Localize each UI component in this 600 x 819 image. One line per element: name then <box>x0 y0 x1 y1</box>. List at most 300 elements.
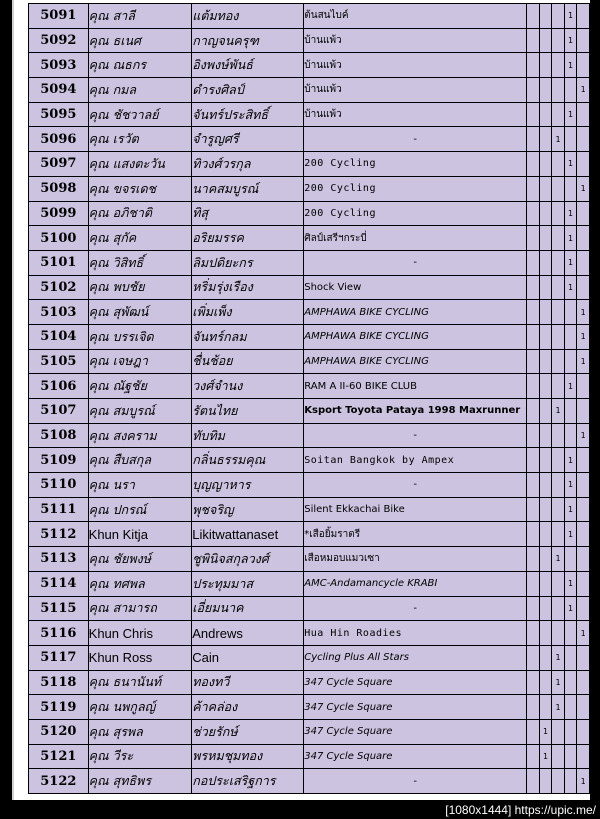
category-flag-cell <box>564 744 577 769</box>
category-flag-cell: 1 <box>539 719 552 744</box>
table-row <box>29 374 590 399</box>
category-flag-cell <box>552 53 565 78</box>
category-flag-cell <box>577 670 590 695</box>
last-name: พุชจริญ <box>192 497 304 522</box>
participant-number: 5114 <box>29 571 89 596</box>
category-flag-cell <box>539 497 552 522</box>
category-flag-cell <box>577 275 590 300</box>
last-name: Likitwattanaset <box>192 522 304 547</box>
category-flag-cell <box>552 349 565 374</box>
participant-number: 5113 <box>29 547 89 572</box>
club-name: Ksport Toyota Pataya 1998 Maxrunner <box>304 399 527 424</box>
table-row <box>29 324 590 349</box>
first-name: คุณ วิสิทธิ์ <box>88 250 192 275</box>
table-row <box>29 695 590 720</box>
last-name: พรหมชุมทอง <box>192 744 304 769</box>
last-name: อิงพงษ์พันธ์ <box>192 53 304 78</box>
club-name: ศิลป์เสรีฯกระบี่ <box>304 226 527 251</box>
category-flag-cell <box>552 102 565 127</box>
category-flag-cell <box>577 547 590 572</box>
category-flag-cell <box>564 719 577 744</box>
blank-cell <box>527 522 540 547</box>
last-name: ช่วยรักษ์ <box>192 719 304 744</box>
table-row <box>29 522 590 547</box>
first-name: คุณ นพกูลญ์ <box>88 695 192 720</box>
category-flag-cell: 1 <box>577 769 590 794</box>
category-flag-cell: 1 <box>564 448 577 473</box>
last-name: นาคสมบูรณ์ <box>192 176 304 201</box>
table-row <box>29 670 590 695</box>
category-flag-cell <box>577 127 590 152</box>
category-flag-cell <box>552 324 565 349</box>
club-name: บ้านแพ้ว <box>304 28 527 53</box>
category-flag-cell <box>564 621 577 646</box>
category-flag-cell <box>539 621 552 646</box>
last-name: จันทร์กลม <box>192 324 304 349</box>
category-flag-cell <box>539 769 552 794</box>
table-row <box>29 53 590 78</box>
first-name: คุณ สุทธิพร <box>88 769 192 794</box>
last-name: ค้าคล่อง <box>192 695 304 720</box>
first-name: คุณ เจษฎา <box>88 349 192 374</box>
category-flag-cell <box>577 250 590 275</box>
category-flag-cell: 1 <box>564 473 577 498</box>
last-name: แต้มทอง <box>192 4 304 29</box>
first-name: คุณ ชัชวาลย์ <box>88 102 192 127</box>
last-name: จำรูญศรี <box>192 127 304 152</box>
participant-number: 5103 <box>29 300 89 325</box>
category-flag-cell <box>539 324 552 349</box>
first-name: คุณ สุพัฒน์ <box>88 300 192 325</box>
category-flag-cell <box>564 349 577 374</box>
table-row <box>29 645 590 670</box>
club-name: Shock View <box>304 275 527 300</box>
first-name: คุณ ธเนศ <box>88 28 192 53</box>
first-name: Khun Chris <box>88 621 192 646</box>
blank-cell <box>527 448 540 473</box>
blank-cell <box>527 275 540 300</box>
blank-cell <box>527 53 540 78</box>
category-flag-cell <box>577 645 590 670</box>
club-name: 347 Cycle Square <box>304 670 527 695</box>
table-row <box>29 621 590 646</box>
category-flag-cell <box>552 152 565 177</box>
table-row <box>29 226 590 251</box>
table-row <box>29 4 590 29</box>
category-flag-cell <box>539 547 552 572</box>
blank-cell <box>527 201 540 226</box>
table-row <box>29 596 590 621</box>
first-name: คุณ กมล <box>88 78 192 103</box>
participant-number: 5110 <box>29 473 89 498</box>
table-row <box>29 744 590 769</box>
first-name: คุณ สมบูรณ์ <box>88 399 192 424</box>
category-flag-cell: 1 <box>552 127 565 152</box>
category-flag-cell: 1 <box>577 176 590 201</box>
category-flag-cell <box>564 324 577 349</box>
category-flag-cell <box>577 744 590 769</box>
category-flag-cell <box>564 300 577 325</box>
category-flag-cell: 1 <box>564 374 577 399</box>
category-flag-cell <box>552 423 565 448</box>
category-flag-cell <box>539 374 552 399</box>
category-flag-cell: 1 <box>564 102 577 127</box>
participant-number: 5112 <box>29 522 89 547</box>
category-flag-cell <box>552 473 565 498</box>
category-flag-cell <box>552 250 565 275</box>
first-name: คุณ อภิชาติ <box>88 201 192 226</box>
blank-cell <box>527 78 540 103</box>
last-name: ชูพินิจสกุลวงศ์ <box>192 547 304 572</box>
image-size-and-url-caption[interactable]: [1080x1444] https://upic.me/ <box>445 803 596 817</box>
participant-number: 5120 <box>29 719 89 744</box>
participant-number: 5106 <box>29 374 89 399</box>
participant-number: 5094 <box>29 78 89 103</box>
last-name: เพิ่มเพ็ง <box>192 300 304 325</box>
first-name: Khun Ross <box>88 645 192 670</box>
participant-number: 5118 <box>29 670 89 695</box>
category-flag-cell <box>564 769 577 794</box>
blank-cell <box>527 102 540 127</box>
category-flag-cell <box>552 4 565 29</box>
category-flag-cell <box>539 127 552 152</box>
last-name: กอประเสริฐการ <box>192 769 304 794</box>
table-row <box>29 152 590 177</box>
first-name: คุณ ทศพล <box>88 571 192 596</box>
category-flag-cell <box>539 4 552 29</box>
category-flag-cell <box>564 695 577 720</box>
first-name: Khun Kitja <box>88 522 192 547</box>
blank-cell <box>527 473 540 498</box>
club-name: บ้านแพ้ว <box>304 53 527 78</box>
category-flag-cell <box>564 423 577 448</box>
category-flag-cell <box>564 176 577 201</box>
club-name: Silent Ekkachai Bike <box>304 497 527 522</box>
category-flag-cell <box>539 176 552 201</box>
table-row <box>29 250 590 275</box>
participant-number: 5116 <box>29 621 89 646</box>
last-name: ชื่นช้อย <box>192 349 304 374</box>
last-name: ดำรงศิลป์ <box>192 78 304 103</box>
club-name: - <box>304 127 527 152</box>
category-flag-cell <box>577 473 590 498</box>
category-flag-cell: 1 <box>564 226 577 251</box>
category-flag-cell <box>539 300 552 325</box>
blank-cell <box>527 399 540 424</box>
category-flag-cell: 1 <box>577 78 590 103</box>
category-flag-cell <box>539 522 552 547</box>
first-name: คุณ แสงตะวัน <box>88 152 192 177</box>
first-name: คุณ สาลี <box>88 4 192 29</box>
table-row <box>29 349 590 374</box>
category-flag-cell: 1 <box>564 250 577 275</box>
club-name: RAM A II-60 BIKE CLUB <box>304 374 527 399</box>
table-row <box>29 473 590 498</box>
participant-number: 5091 <box>29 4 89 29</box>
first-name: คุณ สุกัค <box>88 226 192 251</box>
club-name: เสือหมอบแมวเซา <box>304 547 527 572</box>
category-flag-cell <box>539 102 552 127</box>
category-flag-cell <box>564 78 577 103</box>
club-name: 347 Cycle Square <box>304 744 527 769</box>
table-row <box>29 28 590 53</box>
last-name: Cain <box>192 645 304 670</box>
category-flag-cell <box>577 695 590 720</box>
participant-number: 5111 <box>29 497 89 522</box>
category-flag-cell <box>552 374 565 399</box>
category-flag-cell: 1 <box>564 201 577 226</box>
category-flag-cell <box>564 127 577 152</box>
category-flag-cell <box>577 497 590 522</box>
category-flag-cell <box>564 645 577 670</box>
club-name: AMC-Andamancycle KRABI <box>304 571 527 596</box>
blank-cell <box>527 621 540 646</box>
club-name: AMPHAWA BIKE CYCLING <box>304 349 527 374</box>
category-flag-cell <box>577 399 590 424</box>
club-name: 200 Cycling <box>304 152 527 177</box>
category-flag-cell <box>552 769 565 794</box>
last-name: หริ่มรุ่งเรือง <box>192 275 304 300</box>
category-flag-cell: 1 <box>577 324 590 349</box>
first-name: คุณ ธนานันท์ <box>88 670 192 695</box>
blank-cell <box>527 349 540 374</box>
participant-number: 5095 <box>29 102 89 127</box>
participant-number: 5096 <box>29 127 89 152</box>
category-flag-cell: 1 <box>564 522 577 547</box>
table-row <box>29 547 590 572</box>
blank-cell <box>527 571 540 596</box>
table-row <box>29 423 590 448</box>
first-name: คุณ สุรพล <box>88 719 192 744</box>
participant-number: 5121 <box>29 744 89 769</box>
blank-cell <box>527 719 540 744</box>
last-name: จันทร์ประสิทธิ์ <box>192 102 304 127</box>
category-flag-cell: 1 <box>552 399 565 424</box>
club-name: ต้นสนไบค์ <box>304 4 527 29</box>
participant-rows <box>29 4 590 794</box>
blank-cell <box>527 423 540 448</box>
document-page <box>12 0 590 800</box>
blank-cell <box>527 497 540 522</box>
blank-cell <box>527 645 540 670</box>
last-name: บุญญาหาร <box>192 473 304 498</box>
first-name: คุณ ขจรเดช <box>88 176 192 201</box>
category-flag-cell <box>539 571 552 596</box>
blank-cell <box>527 226 540 251</box>
category-flag-cell <box>577 28 590 53</box>
first-name: คุณ ชัยพงษ์ <box>88 547 192 572</box>
category-flag-cell <box>577 201 590 226</box>
category-flag-cell <box>552 719 565 744</box>
participant-number: 5119 <box>29 695 89 720</box>
category-flag-cell: 1 <box>552 670 565 695</box>
category-flag-cell <box>552 744 565 769</box>
last-name: Andrews <box>192 621 304 646</box>
table-row <box>29 127 590 152</box>
category-flag-cell <box>552 448 565 473</box>
last-name: ทับทิม <box>192 423 304 448</box>
table-row <box>29 399 590 424</box>
category-flag-cell <box>552 596 565 621</box>
category-flag-cell <box>539 448 552 473</box>
category-flag-cell: 1 <box>577 349 590 374</box>
blank-cell <box>527 4 540 29</box>
club-name: *เสือยิ้มราตรี <box>304 522 527 547</box>
category-flag-cell <box>552 571 565 596</box>
category-flag-cell <box>552 78 565 103</box>
category-flag-cell <box>564 547 577 572</box>
category-flag-cell: 1 <box>577 300 590 325</box>
category-flag-cell <box>552 275 565 300</box>
participant-number: 5092 <box>29 28 89 53</box>
category-flag-cell <box>539 349 552 374</box>
category-flag-cell: 1 <box>564 571 577 596</box>
table-row <box>29 102 590 127</box>
first-name: คุณ บรรเจิด <box>88 324 192 349</box>
table-row <box>29 448 590 473</box>
category-flag-cell <box>577 226 590 251</box>
category-flag-cell <box>577 374 590 399</box>
category-flag-cell <box>539 399 552 424</box>
category-flag-cell <box>552 300 565 325</box>
last-name: ประทุมมาส <box>192 571 304 596</box>
club-name: Hua Hin Roadies <box>304 621 527 646</box>
category-flag-cell: 1 <box>552 547 565 572</box>
participant-number: 5122 <box>29 769 89 794</box>
table-row <box>29 275 590 300</box>
club-name: - <box>304 473 527 498</box>
table-row <box>29 201 590 226</box>
club-name: AMPHAWA BIKE CYCLING <box>304 300 527 325</box>
category-flag-cell: 1 <box>564 497 577 522</box>
participant-number: 5099 <box>29 201 89 226</box>
category-flag-cell <box>577 522 590 547</box>
category-flag-cell <box>577 4 590 29</box>
category-flag-cell <box>539 423 552 448</box>
last-name: รัตนไทย <box>192 399 304 424</box>
category-flag-cell <box>577 448 590 473</box>
blank-cell <box>527 300 540 325</box>
last-name: วงศ์จำนง <box>192 374 304 399</box>
first-name: คุณ สามารถ <box>88 596 192 621</box>
participant-number: 5098 <box>29 176 89 201</box>
category-flag-cell <box>539 250 552 275</box>
club-name: บ้านแพ้ว <box>304 102 527 127</box>
blank-cell <box>527 769 540 794</box>
table-row <box>29 497 590 522</box>
category-flag-cell: 1 <box>539 744 552 769</box>
category-flag-cell <box>552 497 565 522</box>
table-row <box>29 176 590 201</box>
category-flag-cell <box>552 621 565 646</box>
blank-cell <box>527 127 540 152</box>
category-flag-cell: 1 <box>552 695 565 720</box>
category-flag-cell <box>539 78 552 103</box>
table-row <box>29 78 590 103</box>
last-name: อริยมรรค <box>192 226 304 251</box>
first-name: คุณ วีระ <box>88 744 192 769</box>
blank-cell <box>527 374 540 399</box>
blank-cell <box>527 28 540 53</box>
category-flag-cell <box>539 473 552 498</box>
category-flag-cell <box>564 399 577 424</box>
club-name: 347 Cycle Square <box>304 719 527 744</box>
category-flag-cell: 1 <box>564 53 577 78</box>
club-name: Cycling Plus All Stars <box>304 645 527 670</box>
blank-cell <box>527 152 540 177</box>
category-flag-cell <box>539 275 552 300</box>
club-name: 347 Cycle Square <box>304 695 527 720</box>
blank-cell <box>527 695 540 720</box>
last-name: เอี่ยมนาค <box>192 596 304 621</box>
participant-number: 5105 <box>29 349 89 374</box>
category-flag-cell <box>552 522 565 547</box>
category-flag-cell: 1 <box>564 275 577 300</box>
club-name: Soitan Bangkok by Ampex <box>304 448 527 473</box>
club-name: - <box>304 423 527 448</box>
category-flag-cell: 1 <box>552 645 565 670</box>
category-flag-cell <box>539 152 552 177</box>
category-flag-cell <box>564 670 577 695</box>
club-name: - <box>304 769 527 794</box>
category-flag-cell <box>577 152 590 177</box>
category-flag-cell <box>577 719 590 744</box>
club-name: - <box>304 596 527 621</box>
participant-number: 5093 <box>29 53 89 78</box>
participant-number: 5107 <box>29 399 89 424</box>
first-name: คุณ สืบสกุล <box>88 448 192 473</box>
blank-cell <box>527 324 540 349</box>
table-row <box>29 300 590 325</box>
participant-number: 5097 <box>29 152 89 177</box>
category-flag-cell <box>539 28 552 53</box>
blank-cell <box>527 670 540 695</box>
participant-number: 5101 <box>29 250 89 275</box>
category-flag-cell: 1 <box>577 423 590 448</box>
last-name: กลิ่นธรรมคุณ <box>192 448 304 473</box>
category-flag-cell <box>552 226 565 251</box>
first-name: คุณ ปกรณ์ <box>88 497 192 522</box>
table-row <box>29 571 590 596</box>
category-flag-cell <box>577 53 590 78</box>
participant-number: 5115 <box>29 596 89 621</box>
category-flag-cell <box>539 53 552 78</box>
category-flag-cell: 1 <box>564 152 577 177</box>
last-name: ลิมปดิยะกร <box>192 250 304 275</box>
participant-table <box>28 3 590 794</box>
first-name: คุณ ณัฐชัย <box>88 374 192 399</box>
first-name: คุณ สงคราม <box>88 423 192 448</box>
blank-cell <box>527 176 540 201</box>
blank-cell <box>527 744 540 769</box>
participant-number: 5109 <box>29 448 89 473</box>
club-name: - <box>304 250 527 275</box>
category-flag-cell: 1 <box>564 596 577 621</box>
category-flag-cell <box>577 102 590 127</box>
table-row <box>29 719 590 744</box>
first-name: คุณ เรวัต <box>88 127 192 152</box>
last-name: ทิวงศ์วรกุล <box>192 152 304 177</box>
category-flag-cell <box>552 28 565 53</box>
participant-number: 5117 <box>29 645 89 670</box>
category-flag-cell: 1 <box>564 4 577 29</box>
first-name: คุณ นรา <box>88 473 192 498</box>
category-flag-cell <box>539 201 552 226</box>
category-flag-cell: 1 <box>577 621 590 646</box>
category-flag-cell <box>577 596 590 621</box>
first-name: คุณ พบชัย <box>88 275 192 300</box>
participant-number: 5102 <box>29 275 89 300</box>
